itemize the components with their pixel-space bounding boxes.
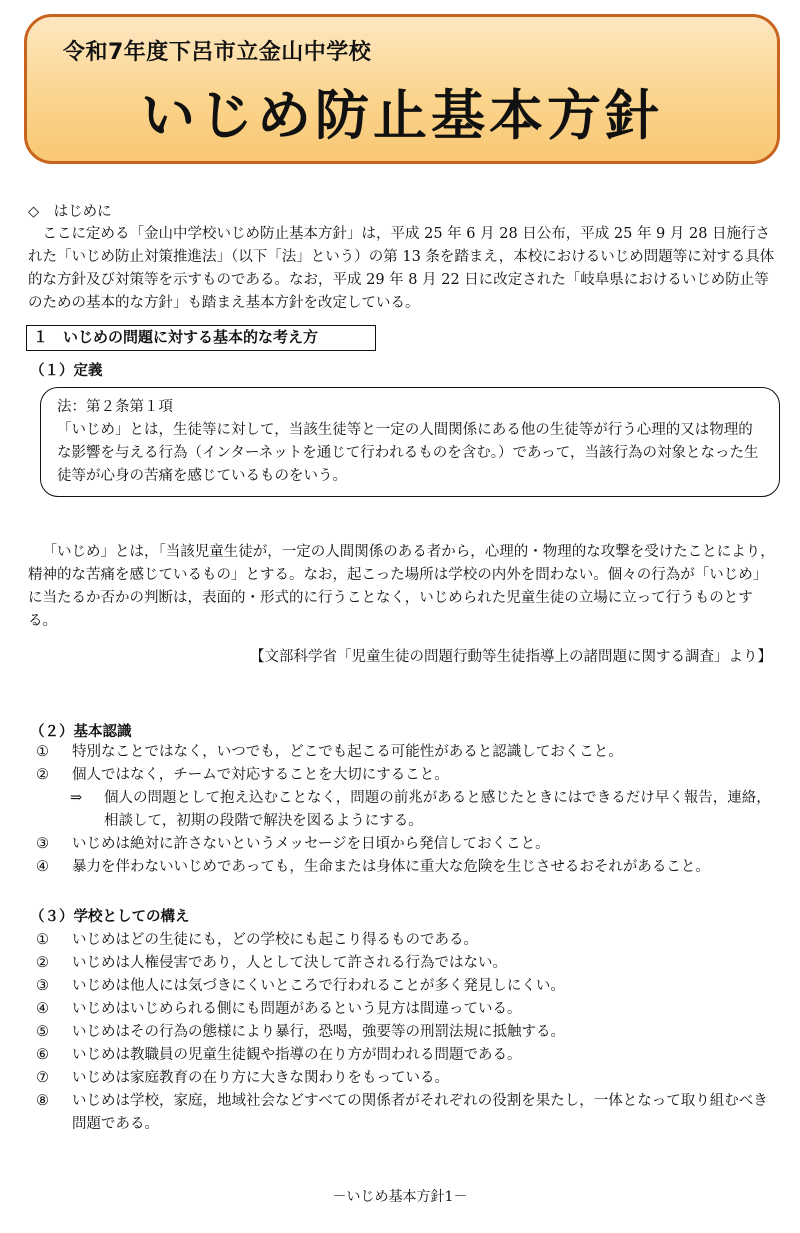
item-number: ③	[36, 978, 49, 994]
basic-recognition-list	[36, 741, 780, 879]
item-text: いじめは学校，家庭，地域社会などすべての関係者がそれぞれの役割を果たし，一体となって取り組むべき問題である。	[72, 1093, 768, 1132]
list-item	[36, 741, 780, 764]
list-item	[36, 833, 780, 856]
item-text: いじめは絶対に許さないというメッセージを日頃から発信しておくこと。	[72, 836, 550, 852]
item-text: 個人ではなく，チームで対応することを大切にすること。	[72, 767, 449, 783]
list-item	[36, 929, 780, 952]
page-title: いじめ防止基本方針	[141, 83, 663, 147]
item-text: 暴力を伴わないいじめであっても，生命または身体に重大な危険を生じさせるおそれがあること。	[72, 859, 710, 875]
basic-recognition-heading: （２）基本認識	[30, 724, 132, 740]
list-item	[36, 764, 780, 787]
list-item	[36, 998, 780, 1021]
item-number: ②	[36, 955, 49, 971]
list-item	[36, 856, 780, 879]
school-name: 令和7年度下呂市立金山中学校	[63, 40, 372, 65]
list-item	[36, 1067, 780, 1090]
mext-definition-paragraph: 「いじめ」とは，「当該児童生徒が，一定の人間関係のある者から，心理的・物理的な攻撃を受けたことにより，精神的な苦痛を感じているもの」とする。なお，起こった場所は学校の内外を問わない。個々の行為が「いじめ」に当たるか否かの判断は，表面的・形式的に行うことなく，いじめられた児童生徒の立場に立って行うものとする。	[28, 544, 775, 629]
list-item	[36, 1090, 780, 1136]
section-1-title: １ いじめの問題に対する基本的な考え方	[26, 325, 376, 351]
list-item	[36, 787, 780, 833]
intro-paragraph: ここに定める「金山中学校いじめ防止基本方針」は，平成 25 年 6 月 28 日公布，平成 25 年 9 月 28 日施行された「いじめ防止対策推進法」（以下「法」という）の第 13 条を踏まえ，本校におけるいじめ問題等に対する具体的な方針及び対策等を示すものである。なお，平成 29 年 8 月 22 日に改定された「岐阜県におけるいじめ防止等のための基本的な方針」も踏まえ基本方針を改定している。	[28, 226, 775, 311]
item-number: ④	[36, 859, 49, 875]
arrow-marker: ⇒	[70, 790, 83, 806]
item-text: いじめは教職員の児童生徒観や指導の在り方が問われる問題である。	[72, 1047, 522, 1063]
item-text: いじめはどの生徒にも，どの学校にも起こり得るものである。	[72, 932, 478, 948]
list-item	[36, 975, 780, 998]
page-number: －いじめ基本方針1－	[332, 1189, 468, 1205]
school-stance-heading: （３）学校としての構え	[30, 909, 190, 925]
mext-source: 【文部科学省「児童生徒の問題行動等生徒指導上の諸問題に関する調査」より】	[250, 649, 772, 665]
item-number: ⑧	[36, 1093, 49, 1109]
item-number: ④	[36, 1001, 49, 1017]
item-text: いじめは人権侵害であり，人として決して許される行為ではない。	[72, 955, 507, 971]
item-number: ③	[36, 836, 49, 852]
item-number: ⑤	[36, 1024, 49, 1040]
item-number: ①	[36, 744, 49, 760]
school-stance-list	[36, 929, 780, 1136]
item-text: 個人の問題として抱え込むことなく，問題の前兆があると感じたときにはできるだけ早く報告，連絡，相談して，初期の段階で解決を図るようにする。	[104, 790, 771, 829]
definition-heading: （１）定義	[30, 363, 103, 379]
item-number: ⑦	[36, 1070, 49, 1086]
item-number: ⑥	[36, 1047, 49, 1063]
list-item	[36, 1044, 780, 1067]
title-banner	[24, 14, 780, 164]
item-text: 特別なことではなく，いつでも，どこでも起こる可能性があると認識しておくこと。	[72, 744, 623, 760]
item-text: いじめは他人には気づきにくいところで行われることが多く発見しにくい。	[72, 978, 565, 994]
item-number: ②	[36, 767, 49, 783]
list-item	[36, 952, 780, 975]
intro-heading: ◇ はじめに	[28, 204, 112, 220]
item-text: いじめは家庭教育の在り方に大きな関わりをもっている。	[72, 1070, 449, 1086]
item-text: いじめはその行為の態様により暴行，恐喝，強要等の刑罰法規に抵触する。	[72, 1024, 565, 1040]
list-item	[36, 1021, 780, 1044]
item-number: ①	[36, 932, 49, 948]
law-reference: 法：第２条第１項	[57, 399, 173, 415]
law-definition-box	[40, 387, 780, 497]
item-text: いじめはいじめられる側にも問題があるという見方は間違っている。	[72, 1001, 522, 1017]
law-definition-text: 「いじめ」とは，生徒等に対して，当該生徒等と一定の人間関係にある他の生徒等が行う心理的又は物理的な影響を与える行為（インターネットを通じて行われるものを含む。）であって，当該行為の対象となった生徒等が心身の苦痛を感じているものをいう。	[57, 422, 759, 484]
